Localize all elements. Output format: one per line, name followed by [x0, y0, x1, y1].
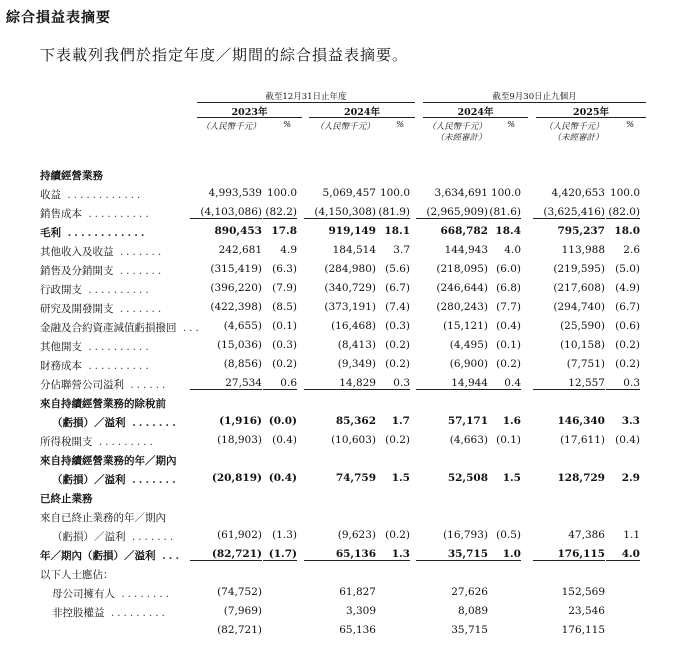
percent-cell: 0.6	[263, 377, 297, 390]
amount-cell: (218,095)	[436, 263, 488, 275]
amount-cell: 146,340	[557, 415, 605, 427]
row-label-text: 毛利	[40, 227, 61, 239]
row-label-text: 以下人士應佔：	[40, 569, 114, 581]
leader-dots: .........	[92, 436, 156, 448]
amount-cell: (4,655)	[223, 320, 262, 332]
row-label	[40, 320, 202, 335]
percent-cell: (7.9)	[272, 282, 297, 294]
percent-cell: 4.0	[504, 244, 521, 256]
percent-cell: 0.3	[376, 377, 410, 390]
leader-dots: .......	[125, 531, 177, 543]
percent-cell: (0.2)	[615, 339, 640, 351]
row-label-text: 非控股權益	[52, 607, 105, 619]
row-label	[40, 510, 166, 525]
row-label-text: 已終止業務	[40, 493, 93, 505]
amount-cell: (9,623)	[337, 529, 376, 541]
amount-cell: (61,902)	[217, 529, 262, 541]
leader-dots: .......	[113, 246, 165, 258]
percent-cell: 18.0	[614, 225, 640, 237]
amount-cell: (294,740)	[553, 301, 605, 313]
amount-cell: 5,069,457	[322, 187, 376, 199]
amount-cell: 890,453	[214, 225, 262, 237]
row-label-text: 來自持續經營業務的年／期內	[40, 455, 177, 467]
amount-cell: 35,715	[416, 548, 488, 561]
percent-cell: (6.0)	[496, 263, 521, 275]
group-rule-ninemonths	[423, 102, 646, 103]
amount-cell: (7,751)	[566, 358, 605, 370]
row-label	[40, 263, 164, 278]
percent-cell: 2.6	[623, 244, 640, 256]
leader-dots: ..........	[82, 341, 152, 353]
row-label-text: 行政開支	[40, 284, 82, 296]
leader-dots: .........	[104, 607, 168, 619]
percent-cell: (0.4)	[268, 472, 297, 484]
amount-cell: 919,149	[328, 225, 376, 237]
amount-cell: (16,468)	[331, 320, 376, 332]
row-label	[40, 396, 166, 411]
percent-cell: 1.1	[623, 529, 640, 541]
amount-cell: (396,220)	[210, 282, 262, 294]
row-label-text: 銷售成本	[40, 208, 82, 220]
leader-dots: ...	[155, 550, 183, 562]
year-rule-1	[197, 117, 302, 118]
amount-cell: 65,136	[304, 548, 376, 561]
percent-cell: 17.8	[271, 225, 297, 237]
unaudited-label: （未經審計）	[435, 133, 487, 143]
percent-cell: (5.6)	[385, 263, 410, 275]
percent-cell: (7.4)	[385, 301, 410, 313]
amount-cell: (6,900)	[449, 358, 488, 370]
pct-label: %	[506, 120, 516, 130]
row-label	[40, 548, 182, 563]
amount-cell: (20,819)	[211, 472, 262, 484]
percent-cell: (5.0)	[615, 263, 640, 275]
pct-label: %	[282, 120, 292, 130]
amount-cell: (82,721)	[217, 624, 262, 636]
group-rule-annual	[197, 102, 415, 103]
amount-cell: (280,243)	[436, 301, 488, 313]
leader-dots: .......	[113, 265, 165, 277]
percent-cell: (0.2)	[385, 358, 410, 370]
percent-cell: (0.3)	[272, 339, 297, 351]
percent-cell: (82.0)	[606, 206, 640, 219]
year-header-2024-9m: 2024年	[457, 107, 494, 118]
amount-cell: (4,663)	[449, 434, 488, 446]
percent-cell: 4.9	[280, 244, 297, 256]
percent-cell: 100.0	[266, 187, 297, 199]
percent-cell: (0.2)	[615, 358, 640, 370]
percent-cell: 3.3	[621, 415, 640, 427]
row-label-text: 分佔聯營公司溢利	[40, 379, 124, 391]
row-label-text: 研究及開發開支	[40, 303, 114, 315]
row-label	[40, 453, 177, 468]
percent-cell: (6.3)	[272, 263, 297, 275]
percent-cell: (4.9)	[615, 282, 640, 294]
percent-cell: (81.6)	[487, 206, 521, 219]
amount-cell: 113,988	[561, 244, 605, 256]
amount-cell: (422,398)	[210, 301, 262, 313]
row-label	[40, 282, 152, 297]
amount-cell: 14,944	[416, 377, 488, 390]
row-label	[40, 567, 114, 582]
row-label-text: （虧損）／溢利	[52, 531, 126, 543]
row-label-text: 來自持續經營業務的除稅前	[40, 398, 166, 410]
percent-cell: 1.5	[391, 472, 410, 484]
amount-cell: 184,514	[332, 244, 376, 256]
intro-text: 下表載列我們於指定年度／期間的綜合損益表摘要。	[40, 46, 409, 64]
amount-cell: 12,557	[533, 377, 605, 390]
amount-cell: 152,569	[561, 586, 605, 598]
year-rule-3	[423, 117, 528, 118]
percent-cell: (0.1)	[496, 434, 521, 446]
amount-cell: 27,534	[190, 377, 262, 390]
amount-cell: 4,993,539	[208, 187, 262, 199]
percent-cell: (0.3)	[385, 320, 410, 332]
amount-cell: (74,752)	[217, 586, 262, 598]
amount-cell: 668,782	[440, 225, 488, 237]
year-rule-2	[309, 117, 415, 118]
percent-cell: (0.2)	[385, 434, 410, 446]
leader-dots: ..........	[82, 208, 152, 220]
amount-cell: (246,644)	[436, 282, 488, 294]
amount-cell: (4,495)	[449, 339, 488, 351]
amount-cell: 65,136	[339, 624, 376, 636]
amount-cell: 4,420,653	[551, 187, 605, 199]
row-label	[52, 586, 172, 601]
pct-label: %	[625, 120, 635, 130]
amount-cell: (2,965,909)	[416, 206, 488, 219]
row-label-text: 來自已終止業務的年／期內	[40, 512, 166, 524]
unit-label: （人民幣千元）	[315, 122, 375, 132]
percent-cell: (0.5)	[496, 529, 521, 541]
amount-cell: 128,729	[557, 472, 605, 484]
percent-cell: 1.6	[502, 415, 521, 427]
unaudited-label: （未經審計）	[552, 133, 604, 143]
amount-cell: (18,903)	[217, 434, 262, 446]
row-label	[40, 244, 164, 259]
leader-dots: ..........	[82, 284, 152, 296]
percent-cell: (0.0)	[268, 415, 297, 427]
amount-cell: 57,171	[447, 415, 488, 427]
row-label-text: 所得稅開支	[40, 436, 93, 448]
row-label-text: 其他收入及收益	[40, 246, 114, 258]
amount-cell: (284,980)	[324, 263, 376, 275]
percent-cell: 4.0	[606, 548, 640, 561]
percent-cell: (8.5)	[272, 301, 297, 313]
percent-cell: (0.2)	[496, 358, 521, 370]
percent-cell: (0.2)	[385, 529, 410, 541]
leader-dots: ............	[61, 189, 144, 201]
percent-cell: 2.9	[621, 472, 640, 484]
amount-cell: 35,715	[451, 624, 488, 636]
percent-cell: (0.4)	[615, 434, 640, 446]
section-heading: 綜合損益表摘要	[6, 10, 111, 26]
amount-cell: (4,103,086)	[190, 206, 262, 219]
amount-cell: 23,546	[568, 605, 605, 617]
percent-cell: 0.3	[606, 377, 640, 390]
row-label-text: （虧損）／溢利	[52, 417, 126, 429]
leader-dots: ............	[61, 227, 148, 239]
row-label-text: 母公司擁有人	[52, 588, 115, 600]
amount-cell: (7,969)	[223, 605, 262, 617]
percent-cell: (1.7)	[263, 548, 297, 561]
row-label	[40, 187, 143, 202]
amount-cell: 61,827	[339, 586, 376, 598]
amount-cell: (17,611)	[560, 434, 605, 446]
amount-cell: (8,413)	[337, 339, 376, 351]
unit-label: （人民幣千元）	[201, 122, 261, 132]
amount-cell: 795,237	[557, 225, 605, 237]
row-label-text: 銷售及分銷開支	[40, 265, 114, 277]
row-label	[40, 491, 93, 506]
percent-cell: 100.0	[490, 187, 521, 199]
row-label	[40, 339, 152, 354]
percent-cell: 1.5	[502, 472, 521, 484]
leader-dots: ..........	[82, 360, 152, 372]
row-label-text: 年／期內（虧損）／溢利	[40, 550, 156, 562]
row-label	[52, 605, 168, 620]
amount-cell: (15,121)	[443, 320, 488, 332]
amount-cell: 144,943	[444, 244, 488, 256]
year-header-2023: 2023年	[231, 107, 268, 118]
year-rule-4	[536, 117, 646, 118]
row-label	[40, 206, 152, 221]
row-label-text: 財務成本	[40, 360, 82, 372]
amount-cell: (1,916)	[219, 415, 262, 427]
percent-cell: (0.2)	[385, 339, 410, 351]
percent-cell: 100.0	[609, 187, 640, 199]
percent-cell: 1.0	[487, 548, 521, 561]
leader-dots: .......	[113, 303, 165, 315]
percent-cell: (6.8)	[496, 282, 521, 294]
amount-cell: (373,191)	[324, 301, 376, 313]
amount-cell: (9,349)	[337, 358, 376, 370]
leader-dots: ...	[176, 322, 202, 334]
amount-cell: (315,419)	[210, 263, 262, 275]
percent-cell: 3.7	[393, 244, 410, 256]
percent-cell: (6.7)	[385, 282, 410, 294]
leader-dots: .......	[125, 417, 179, 429]
amount-cell: 176,115	[533, 548, 605, 561]
percent-cell: (0.1)	[496, 339, 521, 351]
row-label	[52, 415, 179, 430]
amount-cell: (4,150,308)	[304, 206, 376, 219]
percent-cell: 18.1	[384, 225, 410, 237]
percent-cell: (0.4)	[496, 320, 521, 332]
amount-cell: (219,595)	[553, 263, 605, 275]
amount-cell: (10,158)	[560, 339, 605, 351]
unit-label: （人民幣千元）	[427, 122, 487, 132]
percent-cell: (7.7)	[496, 301, 521, 313]
row-label	[40, 168, 103, 183]
pct-label: %	[395, 120, 405, 130]
group-header-annual: 截至12月31日止年度	[265, 92, 347, 102]
leader-dots: ........	[115, 588, 173, 600]
amount-cell: (3,625,416)	[533, 206, 605, 219]
leader-dots: ......	[124, 379, 169, 391]
percent-cell: 1.3	[376, 548, 410, 561]
amount-cell: 176,115	[561, 624, 605, 636]
row-label	[52, 472, 179, 487]
row-label	[40, 225, 148, 240]
row-label	[52, 529, 176, 544]
amount-cell: 52,508	[447, 472, 488, 484]
unit-label: （人民幣千元）	[544, 122, 604, 132]
percent-cell: (6.7)	[615, 301, 640, 313]
year-header-2025-9m: 2025年	[573, 107, 609, 118]
amount-cell: (8,856)	[223, 358, 262, 370]
percent-cell: 18.4	[495, 225, 521, 237]
row-label-text: 其他開支	[40, 341, 82, 353]
percent-cell: (81.9)	[376, 206, 410, 219]
amount-cell: 3,309	[345, 605, 376, 617]
amount-cell: 47,386	[568, 529, 605, 541]
percent-cell: (0.4)	[272, 434, 297, 446]
amount-cell: (340,729)	[324, 282, 376, 294]
percent-cell: (0.6)	[615, 320, 640, 332]
row-label	[40, 301, 164, 316]
group-header-ninemonths: 截至9月30日止九個月	[492, 92, 577, 102]
row-label	[40, 377, 168, 392]
amount-cell: (82,721)	[190, 548, 262, 561]
row-label-text: 金融及合約資產減值虧損撥回	[40, 322, 177, 334]
percent-cell: 0.4	[487, 377, 521, 390]
amount-cell: 14,829	[304, 377, 376, 390]
amount-cell: (10,603)	[331, 434, 376, 446]
amount-cell: 3,634,691	[434, 187, 488, 199]
amount-cell: 242,681	[218, 244, 262, 256]
percent-cell: (0.2)	[272, 358, 297, 370]
amount-cell: (25,590)	[560, 320, 605, 332]
row-label	[40, 434, 156, 449]
amount-cell: 74,759	[335, 472, 376, 484]
percent-cell: (0.1)	[272, 320, 297, 332]
percent-cell: (1.3)	[272, 529, 297, 541]
percent-cell: 1.7	[391, 415, 410, 427]
amount-cell: (217,608)	[553, 282, 605, 294]
percent-cell: (82.2)	[263, 206, 297, 219]
amount-cell: 85,362	[335, 415, 376, 427]
row-label-text: 收益	[40, 189, 61, 201]
row-label	[40, 358, 152, 373]
leader-dots: .......	[125, 474, 179, 486]
percent-cell: 100.0	[379, 187, 410, 199]
amount-cell: 27,626	[451, 586, 488, 598]
year-header-2024: 2024年	[344, 107, 380, 118]
amount-cell: (15,036)	[217, 339, 262, 351]
amount-cell: 8,089	[457, 605, 488, 617]
amount-cell: (16,793)	[443, 529, 488, 541]
row-label-text: （虧損）／溢利	[52, 474, 126, 486]
row-label-text: 持續經營業務	[40, 170, 103, 182]
